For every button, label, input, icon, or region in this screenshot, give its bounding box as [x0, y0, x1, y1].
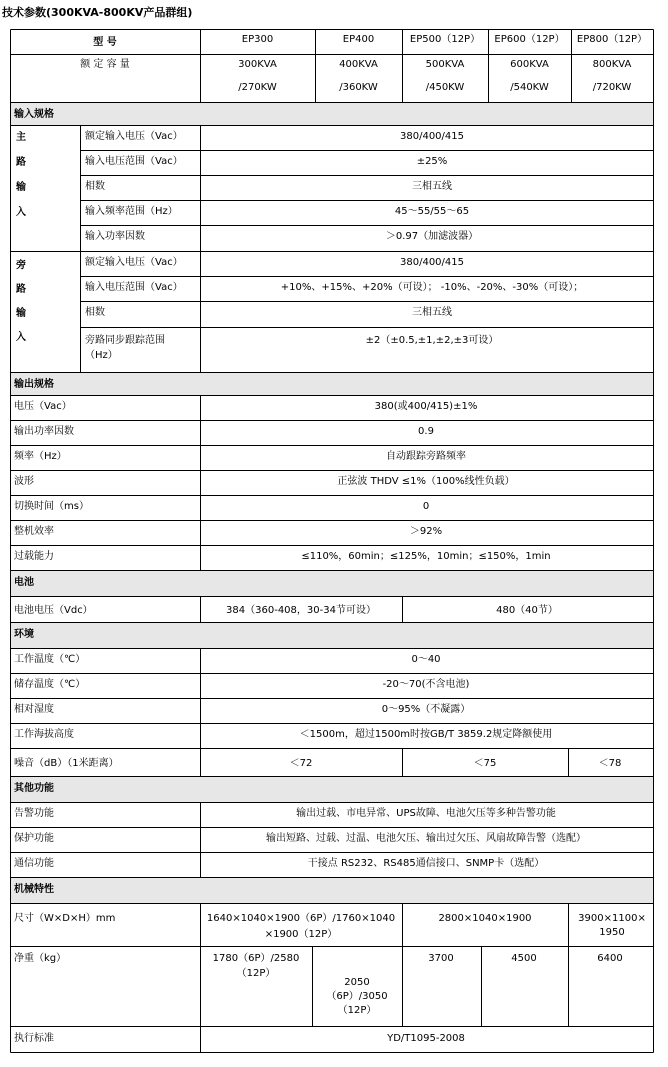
row-label: 频率（Hz）: [14, 451, 67, 462]
section-header: 电池: [14, 577, 34, 588]
main-input-value: ±25%: [416, 156, 448, 167]
main-input-value: 45～55/55～65: [394, 206, 470, 217]
section-header: 输入规格: [14, 109, 54, 120]
main-input-group-char: 路: [16, 157, 26, 168]
row-value: 自动跟踪旁路频率: [386, 451, 466, 462]
battery-voltage-label: 电池电压（Vdc）: [14, 605, 93, 616]
row-label: 储存温度（℃）: [14, 679, 86, 690]
row-label: 过载能力: [14, 551, 54, 562]
size-value: 1640×1040×1900（6P）/1760×1040: [206, 913, 396, 924]
bypass-input-label: 输入电压范围（Vac）: [85, 282, 183, 293]
main-input-label: 输入功率因数: [85, 231, 145, 242]
row-label: 工作温度（℃）: [14, 654, 86, 665]
capacity-kva: 800KVA: [592, 59, 632, 70]
capacity-kva: 600KVA: [510, 59, 549, 70]
row-value: 正弦波 THDV ≤1%（100%线性负载）: [337, 476, 515, 487]
weight-value: （12P）: [236, 968, 276, 979]
main-input-value: 三相五线: [412, 181, 452, 192]
weight-value: 3700: [428, 953, 454, 964]
bypass-sync-value: ±2（±0.5,±1,±2,±3可设）: [365, 335, 499, 346]
bypass-input-group-char: 输: [16, 308, 26, 319]
row-label: 切换时间（ms）: [14, 501, 89, 512]
capacity-kw: /720KW: [592, 82, 632, 93]
weight-value: 4500: [511, 953, 537, 964]
weight-value: （12P）: [337, 1005, 377, 1016]
section-header-fill: [11, 878, 654, 904]
section-header-fill: [11, 777, 654, 803]
battery-voltage-value: 384（360-408，30-34节可设）: [226, 605, 376, 616]
section-header: 其他功能: [14, 783, 54, 794]
capacity-kw: /270KW: [238, 82, 277, 93]
bypass-input-value: +10%、+15%、+20%（可设）； -10%、-20%、-30%（可设）；: [280, 282, 584, 293]
capacity-kw: /360KW: [339, 82, 378, 93]
standard-value: YD/T1095-2008: [387, 1033, 465, 1044]
capacity-kw: /450KW: [425, 82, 465, 93]
bypass-input-value: 三相五线: [412, 307, 452, 318]
row-value: 输出短路、过载、过温、电池欠压、输出过欠压、风扇故障告警（选配）: [266, 833, 586, 844]
size-value: 1950: [599, 927, 625, 938]
main-input-value: ＞0.97（加滤波器）: [385, 231, 479, 242]
section-header: 环境: [14, 629, 34, 640]
main-input-label: 相数: [85, 181, 105, 192]
row-label: 相对湿度: [14, 704, 54, 715]
main-input-label: 输入频率范围（Hz）: [85, 206, 178, 217]
bypass-input-group-char: 入: [16, 332, 26, 343]
bypass-sync-label: （Hz）: [85, 350, 118, 361]
row-label: 通信功能: [14, 858, 54, 869]
capacity-kva: 400KVA: [339, 59, 378, 70]
row-label: 告警功能: [14, 808, 54, 819]
row-value: ≤110%，60min；≤125%，10min；≤150%，1min: [301, 551, 551, 562]
weight-value: 1780（6P）/2580: [212, 953, 300, 964]
row-value: 输出过载、市电异常、UPS故障、电池欠压等多种告警功能: [296, 808, 556, 819]
row-label: 保护功能: [14, 833, 54, 844]
bypass-input-group-char: 旁: [16, 260, 26, 271]
bypass-sync-label: 旁路同步跟踪范围: [85, 335, 165, 346]
main-input-value: 380/400/415: [400, 131, 464, 142]
weight-label: 净重（kg）: [14, 953, 67, 964]
section-header-fill: [11, 103, 654, 126]
capacity-kva: 300KVA: [238, 59, 277, 70]
row-value: 0～95%（不凝露）: [381, 704, 471, 715]
row-value: -20～70(不含电池): [382, 679, 470, 690]
noise-value: ＜75: [473, 758, 497, 769]
bypass-input-value: 380/400/415: [400, 257, 464, 268]
model-name: EP600（12P）: [494, 34, 565, 45]
section-fills: [11, 103, 654, 904]
row-value: 0.9: [418, 426, 434, 437]
size-value: 2800×1040×1900: [438, 913, 532, 924]
model-name: EP400: [342, 34, 375, 45]
size-value: 3900×1100×: [578, 913, 646, 924]
weight-value: 2050: [344, 977, 370, 988]
row-label: 波形: [14, 476, 34, 487]
noise-label: 噪音（dB）（1米距离）: [14, 758, 119, 769]
size-value: ×1900（12P）: [264, 929, 338, 940]
section-header-fill: [11, 623, 654, 649]
main-input-group-char: 输: [16, 182, 26, 193]
noise-value: ＜72: [289, 758, 313, 769]
bypass-input-label: 额定输入电压（Vac）: [85, 257, 183, 268]
row-value: ＞92%: [409, 526, 443, 537]
main-input-group-char: 入: [16, 207, 26, 218]
main-input-group-char: 主: [16, 132, 26, 143]
model-label: 型 号: [93, 37, 117, 48]
section-header: 输出规格: [14, 379, 54, 390]
row-value: 380(或400/415)±1%: [374, 401, 478, 412]
capacity-kw: /540KW: [510, 82, 549, 93]
row-label: 电压（Vac）: [14, 401, 72, 412]
noise-value: ＜78: [598, 758, 622, 769]
main-input-label: 输入电压范围（Vac）: [85, 156, 183, 167]
battery-voltage-value: 480（40节）: [496, 605, 558, 616]
model-name: EP300: [241, 34, 274, 45]
section-header-fill: [11, 373, 654, 396]
page-title: 技术参数(300KVA-800KV产品群组): [2, 6, 193, 19]
bypass-input-group-char: 路: [16, 284, 26, 295]
weight-value: （6P）/3050: [326, 991, 388, 1002]
row-value: 0～40: [411, 654, 441, 665]
section-header-fill: [11, 571, 654, 597]
capacity-label: 额 定 容 量: [80, 59, 130, 70]
row-label: 输出功率因数: [14, 426, 74, 437]
row-label: 工作海拔高度: [14, 729, 74, 740]
weight-value: 6400: [597, 953, 623, 964]
section-header: 机械特性: [14, 884, 54, 895]
row-value: ＜1500m，超过1500m时按GB/T 3859.2规定降额使用: [299, 729, 553, 740]
model-name: EP800（12P）: [576, 34, 648, 45]
size-label: 尺寸（W×D×H）mm: [14, 913, 116, 924]
standard-label: 执行标准: [14, 1033, 54, 1044]
bypass-input-label: 相数: [85, 307, 105, 318]
row-value: 0: [422, 501, 430, 512]
row-label: 整机效率: [14, 526, 54, 537]
model-name: EP500（12P）: [409, 34, 481, 45]
row-value: 干接点 RS232、RS485通信接口、SNMP卡（选配）: [307, 858, 545, 869]
main-input-label: 额定输入电压（Vac）: [85, 131, 183, 142]
capacity-kva: 500KVA: [425, 59, 465, 70]
